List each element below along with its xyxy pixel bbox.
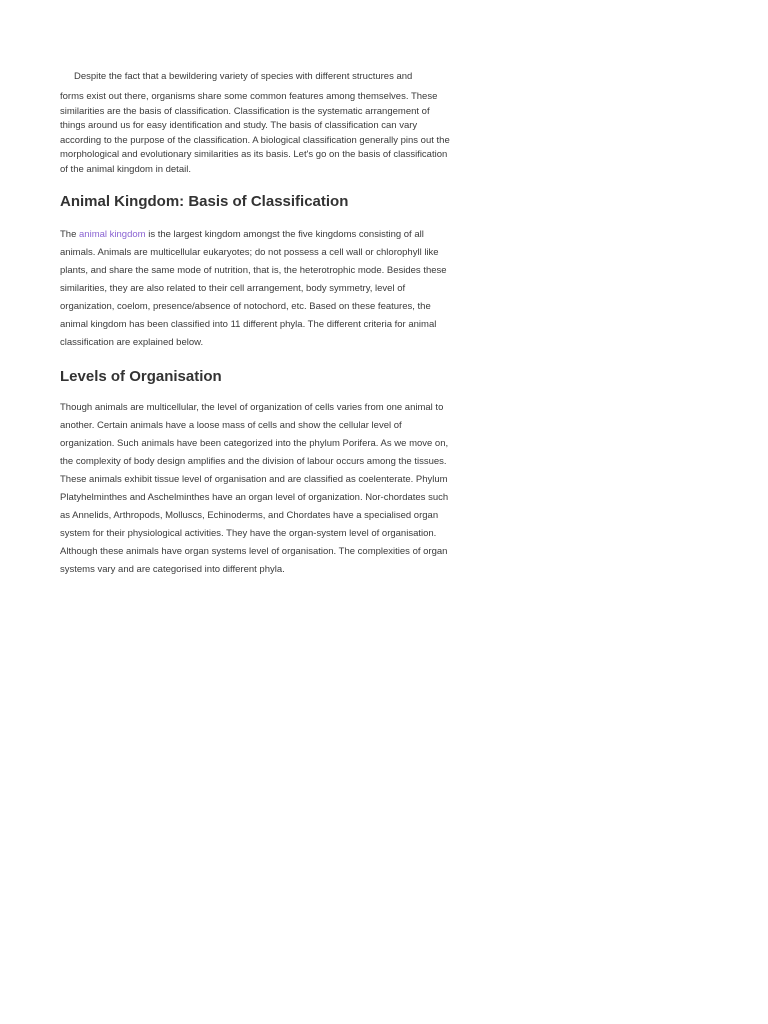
heading-levels-of-organisation: Levels of Organisation bbox=[60, 367, 222, 385]
animal-kingdom-link[interactable]: animal kingdom bbox=[79, 228, 146, 240]
intro-paragraph bbox=[60, 70, 452, 178]
intro-first-line: Despite the fact that a bewildering variety of species with different structures and bbox=[74, 71, 413, 82]
article-content bbox=[60, 70, 452, 579]
levels-of-organisation-paragraph: Though animals are multicellular, the level of organization of cells varies from one animal to another. Certain animals have a loose mass of cells and show the cellular level of organization. Such animals have been categorized into the phylum Porifera. As we move on, the complexity of body design amplifies and the division of labour occurs among the tissues. These animals exhibit tissue level of organisation and are classified as coelenterate. Phylum Platyhelminthes and Aschelminthes have an organ level of organization. Nor-chordates such as Annelids, Arthropods, Molluscs, Echinoderms, and Chordates have a specialised organ system for their physiological activities. They have the organ-system level of organisation. Although these animals have organ systems level of organisation. The complexities of organ systems vary and are categorised into different phyla. bbox=[60, 401, 449, 575]
animal-kingdom-paragraph bbox=[60, 226, 452, 352]
intro-body: forms exist out there, organisms share some common features among themselves. These similarities are the basis of classification. Classification is the systematic arrangement of things around us for easy identification and study. The basis of classification can vary according to the purpose of the classification. A biological classification generally pins out the morphological and evolutionary similarities as its basis. Let's go on the basis of classification of the animal kingdom in detail. bbox=[60, 91, 450, 175]
animal-kingdom-text-after-link: is the largest kingdom amongst the five kingdoms consisting of all animals. Animals are multicellular eukaryotes; do not possess a cell wall or chlorophyll like plants, and share the same mode of nutrition, that is, the heterotrophic mode. Besides these similarities, they are also related to their cell arrangement, body symmetry, level of organization, coelom, presence/absence of notochord, etc. Based on these features, the animal kingdom has been classified into 11 different phyla. The different criteria for animal classification are explained below. bbox=[60, 228, 447, 348]
animal-kingdom-text-before-link: The bbox=[60, 228, 80, 240]
heading-animal-kingdom: Animal Kingdom: Basis of Classification bbox=[60, 192, 349, 210]
